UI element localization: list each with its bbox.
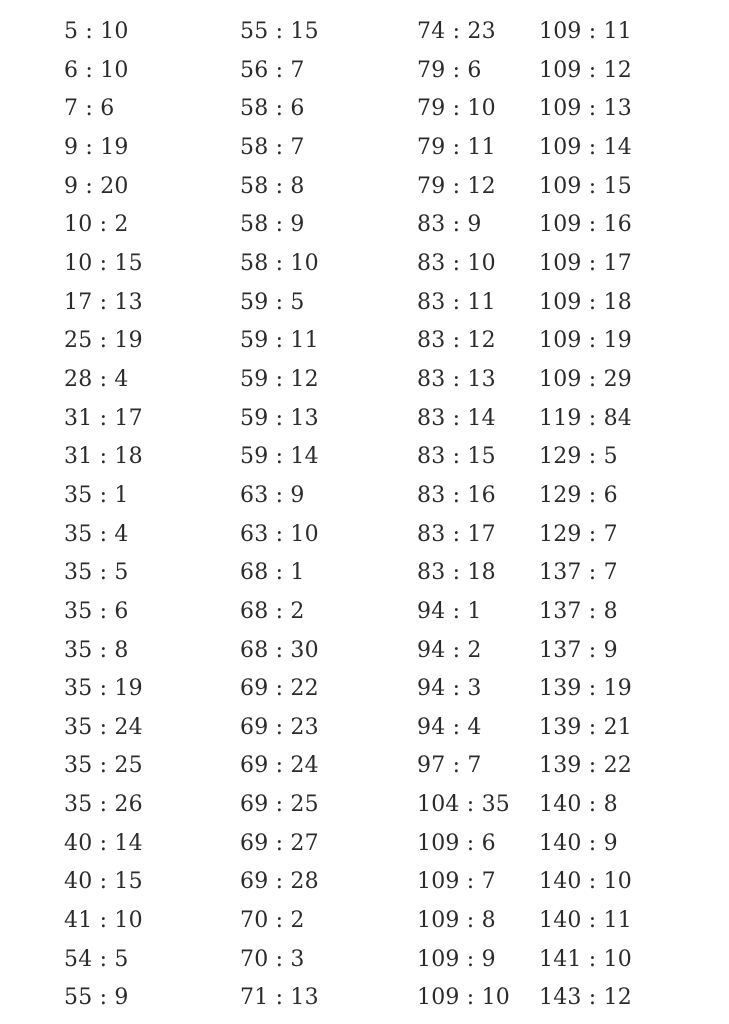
verse-reference: 109 : 11 <box>539 19 632 44</box>
verse-reference: 59 : 14 <box>240 444 319 470</box>
verse-reference: 109 : 19 <box>539 328 632 354</box>
table-row <box>0 554 729 593</box>
verse-reference: 129 : 5 <box>539 444 618 470</box>
verse-reference: 109 : 17 <box>539 250 632 276</box>
verse-reference: 79 : 6 <box>417 57 482 83</box>
table-row <box>0 593 729 632</box>
verse-reference: 17 : 13 <box>64 289 143 315</box>
verse-reference: 55 : 9 <box>64 985 129 1011</box>
verse-reference: 69 : 27 <box>240 830 319 856</box>
verse-reference: 129 : 7 <box>539 521 618 547</box>
verse-reference: 139 : 19 <box>539 676 632 702</box>
verse-reference: 83 : 10 <box>417 250 496 276</box>
verse-reference: 9 : 19 <box>64 134 129 160</box>
verse-reference: 5 : 10 <box>64 19 129 44</box>
verse-reference: 69 : 28 <box>240 869 319 895</box>
verse-reference: 35 : 1 <box>64 482 129 508</box>
verse-reference: 25 : 19 <box>64 328 143 354</box>
verse-reference: 119 : 84 <box>539 405 632 431</box>
verse-reference: 68 : 2 <box>240 598 305 624</box>
table-row <box>0 902 729 941</box>
verse-reference: 83 : 12 <box>417 328 496 354</box>
verse-reference: 83 : 15 <box>417 444 496 470</box>
verse-reference: 140 : 8 <box>539 792 618 818</box>
verse-reference: 63 : 10 <box>240 521 319 547</box>
verse-reference: 56 : 7 <box>240 57 305 83</box>
verse-reference: 58 : 6 <box>240 96 305 122</box>
verse-reference: 41 : 10 <box>64 908 143 934</box>
verse-reference: 109 : 8 <box>417 908 496 934</box>
verse-reference: 79 : 11 <box>417 134 496 160</box>
verse-reference: 104 : 35 <box>417 792 510 818</box>
table-row <box>0 632 729 671</box>
verse-reference: 31 : 18 <box>64 444 143 470</box>
verse-reference: 35 : 4 <box>64 521 129 547</box>
verse-reference: 40 : 15 <box>64 869 143 895</box>
verse-reference: 94 : 1 <box>417 598 482 624</box>
verse-reference: 35 : 6 <box>64 598 129 624</box>
verse-reference: 94 : 2 <box>417 637 482 663</box>
table-row <box>0 245 729 284</box>
verse-reference: 109 : 29 <box>539 366 632 392</box>
table-row <box>0 129 729 168</box>
table-row <box>0 786 729 825</box>
table-row <box>0 863 729 902</box>
table-row <box>0 477 729 516</box>
verse-reference: 83 : 18 <box>417 560 496 586</box>
verse-reference: 35 : 8 <box>64 637 129 663</box>
verse-reference: 83 : 14 <box>417 405 496 431</box>
verse-reference: 59 : 11 <box>240 328 319 354</box>
verse-reference: 69 : 23 <box>240 714 319 740</box>
verse-reference: 35 : 5 <box>64 560 129 586</box>
verse-reference: 83 : 16 <box>417 482 496 508</box>
verse-reference: 28 : 4 <box>64 366 129 392</box>
verse-reference: 63 : 9 <box>240 482 305 508</box>
verse-reference: 79 : 10 <box>417 96 496 122</box>
table-row <box>0 90 729 129</box>
verse-reference: 109 : 14 <box>539 134 632 160</box>
verse-reference: 74 : 23 <box>417 19 496 44</box>
verse-reference: 139 : 21 <box>539 714 632 740</box>
verse-reference: 109 : 6 <box>417 830 496 856</box>
verse-reference: 140 : 11 <box>539 908 632 934</box>
verse-reference: 94 : 4 <box>417 714 482 740</box>
verse-reference: 58 : 9 <box>240 212 305 238</box>
verse-reference: 83 : 17 <box>417 521 496 547</box>
verse-reference: 137 : 7 <box>539 560 618 586</box>
verse-reference: 59 : 12 <box>240 366 319 392</box>
table-row <box>0 400 729 439</box>
verse-reference: 109 : 15 <box>539 173 632 199</box>
table-row <box>0 361 729 400</box>
verse-reference: 10 : 2 <box>64 212 129 238</box>
verse-reference: 68 : 1 <box>240 560 305 586</box>
verse-reference: 137 : 9 <box>539 637 618 663</box>
verse-reference: 35 : 19 <box>64 676 143 702</box>
verse-reference: 58 : 8 <box>240 173 305 199</box>
table-row <box>0 825 729 864</box>
verse-reference: 71 : 13 <box>240 985 319 1011</box>
verse-reference: 59 : 5 <box>240 289 305 315</box>
verse-reference: 70 : 2 <box>240 908 305 934</box>
verse-reference: 58 : 10 <box>240 250 319 276</box>
verse-reference: 35 : 24 <box>64 714 143 740</box>
verse-reference: 140 : 9 <box>539 830 618 856</box>
table-row <box>0 747 729 786</box>
verse-reference: 59 : 13 <box>240 405 319 431</box>
verse-reference: 6 : 10 <box>64 57 129 83</box>
verse-reference: 79 : 12 <box>417 173 496 199</box>
table-row <box>0 284 729 323</box>
verse-reference: 9 : 20 <box>64 173 129 199</box>
verse-reference: 141 : 10 <box>539 946 632 972</box>
table-row <box>0 709 729 748</box>
verse-reference: 109 : 18 <box>539 289 632 315</box>
verse-reference: 83 : 11 <box>417 289 496 315</box>
table-row <box>0 438 729 477</box>
verse-reference: 54 : 5 <box>64 946 129 972</box>
table-row <box>0 206 729 245</box>
verse-reference: 58 : 7 <box>240 134 305 160</box>
verse-reference: 109 : 13 <box>539 96 632 122</box>
verse-reference: 7 : 6 <box>64 96 115 122</box>
table-row <box>0 168 729 207</box>
verse-reference: 31 : 17 <box>64 405 143 431</box>
table-row <box>0 670 729 709</box>
verse-reference: 109 : 12 <box>539 57 632 83</box>
verse-reference: 109 : 7 <box>417 869 496 895</box>
verse-reference: 69 : 24 <box>240 753 319 779</box>
verse-reference: 83 : 13 <box>417 366 496 392</box>
verse-reference: 140 : 10 <box>539 869 632 895</box>
table-row <box>0 52 729 91</box>
verse-reference: 109 : 16 <box>539 212 632 238</box>
verse-reference: 10 : 15 <box>64 250 143 276</box>
verse-reference: 35 : 25 <box>64 753 143 779</box>
verse-reference: 68 : 30 <box>240 637 319 663</box>
verse-reference: 94 : 3 <box>417 676 482 702</box>
verse-reference: 40 : 14 <box>64 830 143 856</box>
verse-reference: 70 : 3 <box>240 946 305 972</box>
verse-reference: 143 : 12 <box>539 985 632 1011</box>
verse-reference: 97 : 7 <box>417 753 482 779</box>
verse-reference: 139 : 22 <box>539 753 632 779</box>
reference-table <box>0 13 729 1018</box>
verse-reference: 83 : 9 <box>417 212 482 238</box>
verse-reference: 69 : 25 <box>240 792 319 818</box>
verse-reference: 69 : 22 <box>240 676 319 702</box>
verse-reference: 35 : 26 <box>64 792 143 818</box>
verse-reference: 55 : 15 <box>240 19 319 44</box>
verse-reference: 109 : 10 <box>417 985 510 1011</box>
table-row <box>0 13 729 52</box>
verse-reference: 109 : 9 <box>417 946 496 972</box>
table-row <box>0 322 729 361</box>
table-row <box>0 941 729 980</box>
verse-reference: 137 : 8 <box>539 598 618 624</box>
table-row <box>0 979 729 1018</box>
verse-reference: 129 : 6 <box>539 482 618 508</box>
table-row <box>0 516 729 555</box>
